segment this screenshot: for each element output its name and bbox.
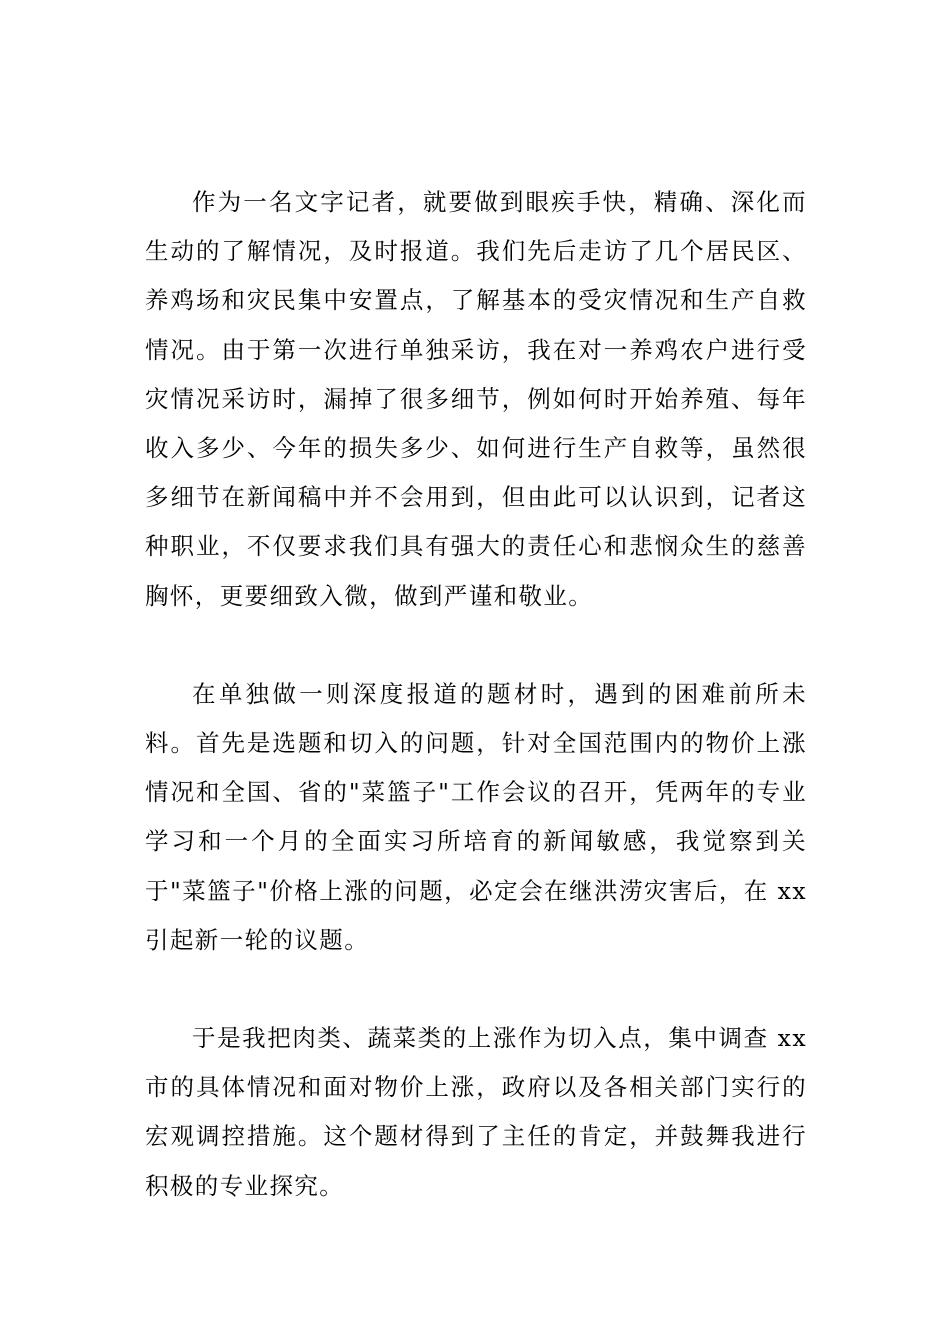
paragraph-2: 在单独做一则深度报道的题材时，遇到的困难前所未料。首先是选题和切入的问题，针对全国范围内的物价上涨情况和全国、省的"菜篮子"工作会议的召开，凭两年的专业学习和一个月的全面实习所培育的新闻敏感，我觉察到关于"菜篮子"价格上涨的问题，必定会在继洪涝灾害后，在 xx 引起新一轮的议题。 bbox=[145, 679, 807, 954]
paragraph-3: 于是我把肉类、蔬菜类的上涨作为切入点，集中调查 xx 市的具体情况和面对物价上涨，政府以及各相关部门实行的宏观调控措施。这个题材得到了主任的肯定，并鼓舞我进行积极的专业探究。 bbox=[145, 1024, 807, 1200]
paragraph-1: 作为一名文字记者，就要做到眼疾手快，精确、深化而生动的了解情况，及时报道。我们先后走访了几个居民区、养鸡场和灾民集中安置点，了解基本的受灾情况和生产自救情况。由于第一次进行单独采访，我在对一养鸡农户进行受灾情况采访时，漏掉了很多细节，例如何时开始养殖、每年收入多少、今年的损失多少、如何进行生产自救等，虽然很多细节在新闻稿中并不会用到，但由此可以认识到，记者这种职业，不仅要求我们具有强大的责任心和悲悯众生的慈善胸怀，更要细致入微，做到严谨和敬业。 bbox=[145, 188, 807, 610]
document-body bbox=[145, 178, 807, 1211]
